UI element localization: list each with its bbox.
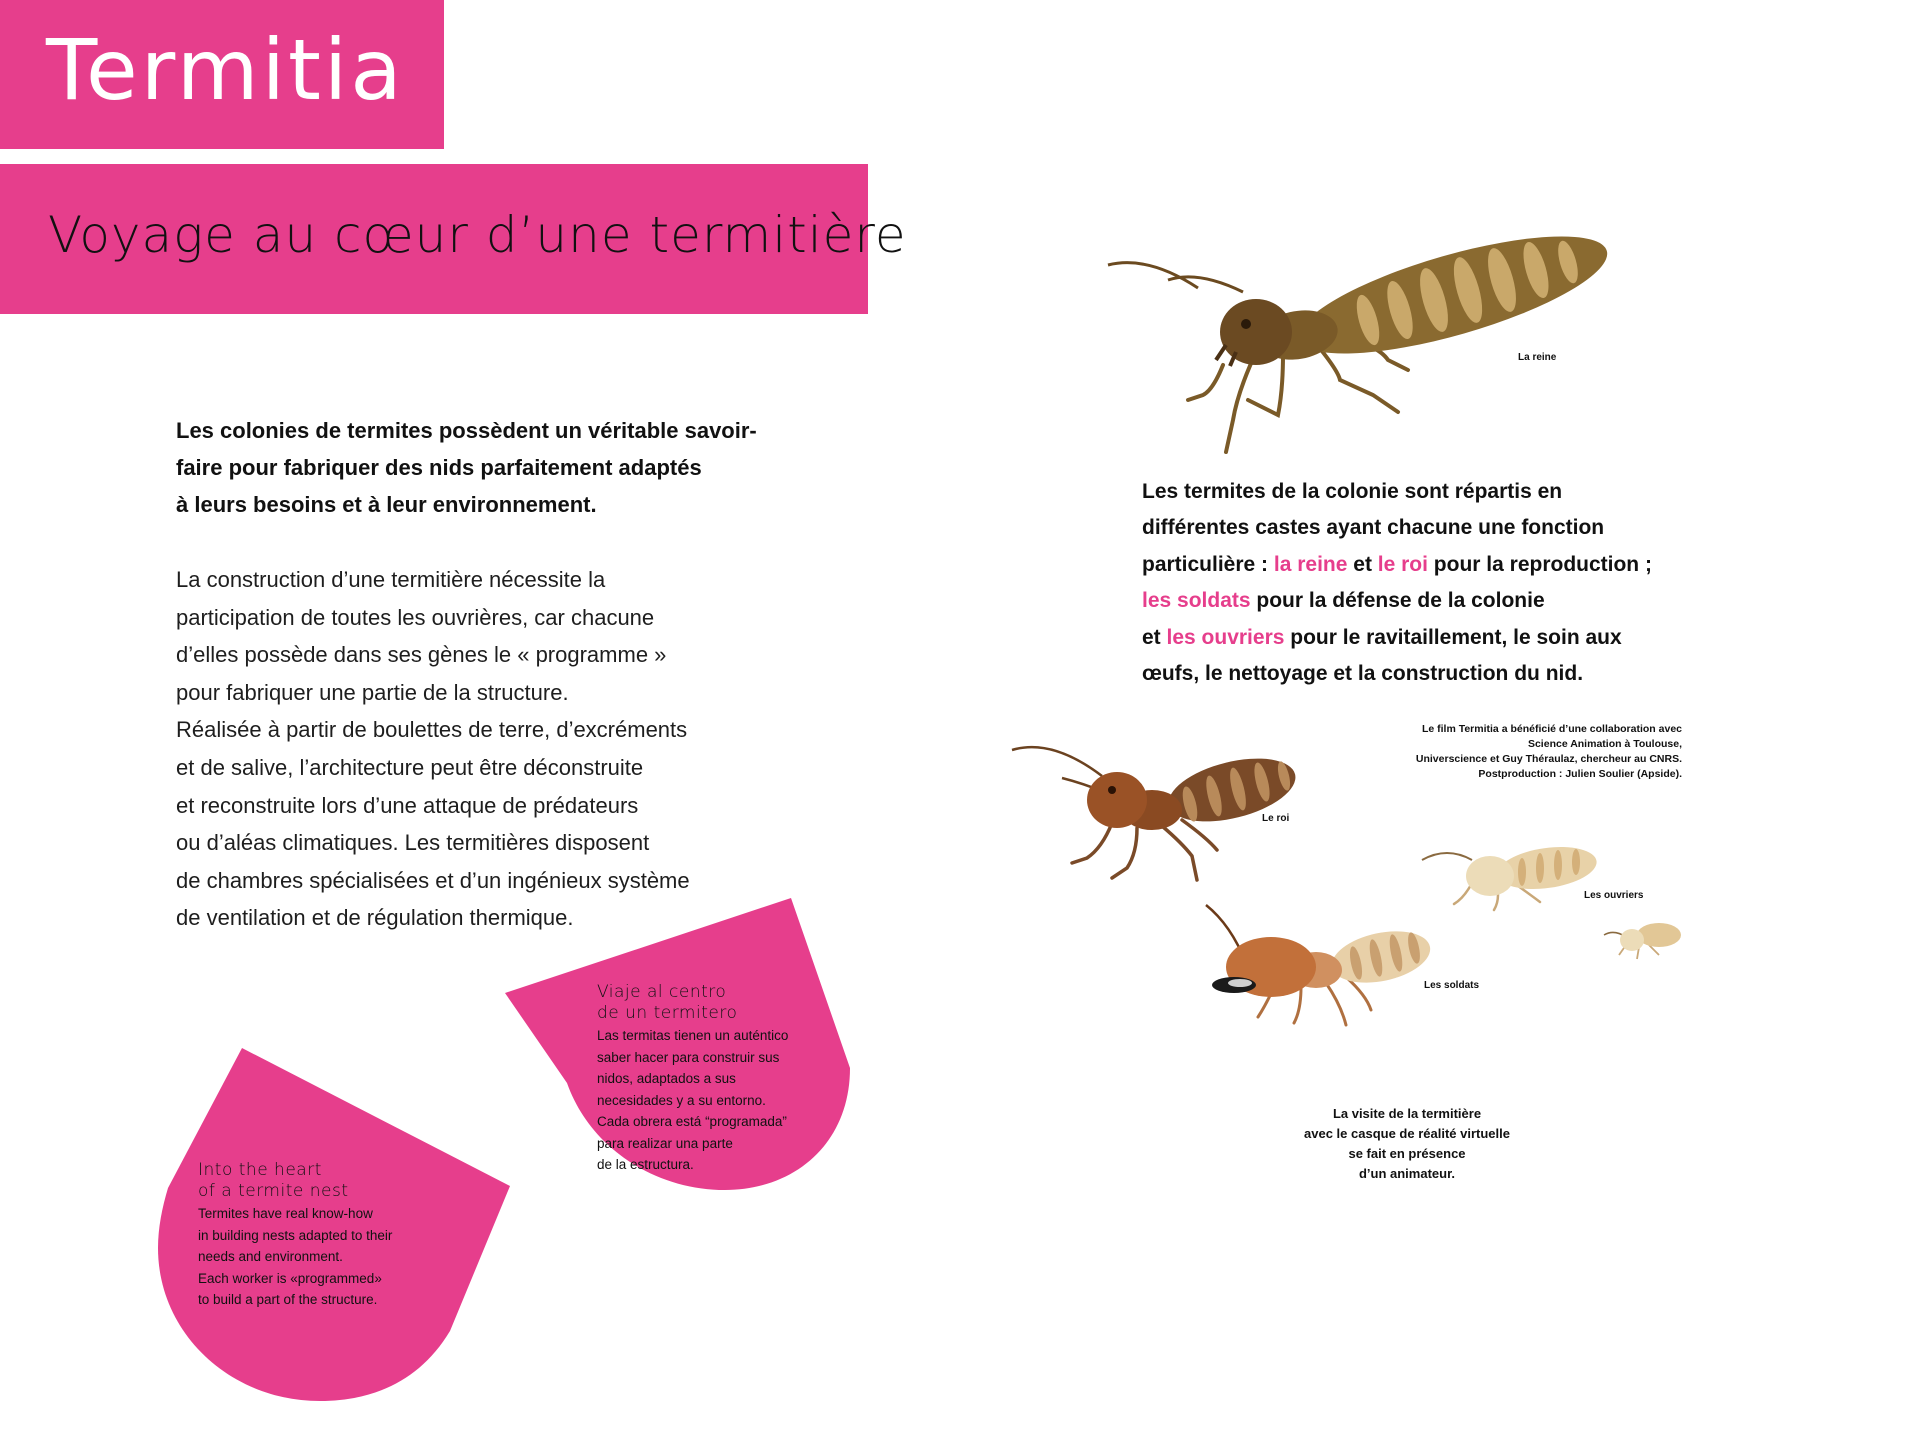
- page-title: Termitia: [46, 21, 405, 119]
- spanish-body-line: saber hacer para construir sus: [597, 1049, 780, 1065]
- castes-line: pour le ravitaillement, le soin aux: [1284, 625, 1622, 649]
- english-title-line: of a termite nest: [198, 1181, 349, 1201]
- body-line: et de salive, l’architecture peut être déconstruite: [176, 754, 644, 780]
- spanish-body-line: necesidades y a su entorno.: [597, 1092, 766, 1108]
- spanish-bubble-body: [597, 1025, 788, 1176]
- intro-paragraph: [176, 412, 796, 523]
- body-paragraph: [176, 561, 776, 937]
- spanish-body-line: Las termitas tienen un auténtico: [597, 1028, 789, 1043]
- vr-line: avec le casque de réalité virtuelle: [1304, 1126, 1510, 1141]
- worker-termite-small: [1604, 915, 1684, 960]
- soldiers-highlight: les soldats: [1142, 589, 1251, 613]
- spanish-body-line: para realizar una parte: [597, 1135, 733, 1151]
- king-caption: Le roi: [1262, 813, 1290, 824]
- body-line: de ventilation et de régulation thermique.: [176, 905, 574, 931]
- film-credit: [1416, 722, 1682, 782]
- english-body-line: needs and environment.: [198, 1249, 343, 1264]
- spanish-title-line: de un termitero: [597, 1003, 738, 1023]
- subtitle-banner: [0, 164, 907, 314]
- body-line: pour fabriquer une partie de la structure.: [176, 679, 569, 705]
- intro-line: Les colonies de termites possèdent un véritable savoir-: [176, 418, 757, 443]
- soldiers-caption: Les soldats: [1424, 980, 1480, 991]
- credit-line: Universcience et Guy Théraulaz, chercheur au CNRS.: [1415, 753, 1682, 765]
- english-body-line: to build a part of the structure.: [198, 1292, 378, 1307]
- body-line: participation de toutes les ouvrières, car chacune: [176, 604, 655, 630]
- castes-paragraph: [1142, 474, 1702, 692]
- page-subtitle: Voyage au cœur d’une termitière: [48, 206, 907, 264]
- credit-line: Le film Termitia a bénéficié d’une collaboration avec: [1421, 723, 1682, 735]
- queen-termite: [1108, 220, 1608, 460]
- spanish-title-line: Viaje al centro: [597, 982, 727, 1002]
- spanish-bubble-title: [597, 982, 737, 1024]
- workers-highlight: les ouvriers: [1166, 625, 1285, 649]
- body-line: ou d’aléas climatiques. Les termitières disposent: [176, 830, 650, 856]
- queen-highlight: la reine: [1273, 552, 1348, 576]
- intro-line: faire pour fabriquer des nids parfaitement adaptés: [176, 455, 702, 480]
- body-line: Réalisée à partir de boulettes de terre, d’excréments: [176, 717, 688, 743]
- castes-line: pour la reproduction ;: [1427, 552, 1652, 576]
- castes-line: œufs, le nettoyage et la construction du nid.: [1142, 662, 1584, 686]
- castes-line: et: [1142, 625, 1167, 649]
- workers-caption: Les ouvriers: [1584, 890, 1644, 901]
- castes-line: Les termites de la colonie sont répartis en: [1142, 480, 1563, 503]
- english-bubble-body: [198, 1203, 392, 1311]
- worker-termite-large: [1422, 838, 1602, 918]
- credit-line: Science Animation à Toulouse,: [1527, 738, 1682, 750]
- english-body-line: in building nests adapted to their: [198, 1227, 393, 1243]
- body-line: de chambres spécialisées et d’un ingénieux système: [176, 867, 690, 893]
- english-body-line: Each worker is «programmed»: [198, 1270, 382, 1286]
- queen-caption: La reine: [1518, 352, 1557, 363]
- castes-line: particulière :: [1142, 552, 1274, 576]
- castes-line: pour la défense de la colonie: [1250, 589, 1545, 613]
- body-line: d’elles possède dans ses gènes le « programme »: [176, 642, 667, 668]
- body-line: La construction d’une termitière nécessite la: [176, 567, 606, 592]
- credit-line: Postproduction : Julien Soulier (Apside).: [1478, 768, 1682, 780]
- spanish-body-line: Cada obrera está “programada”: [597, 1114, 787, 1129]
- vr-visit-note: [1272, 1104, 1542, 1184]
- english-body-line: Termites have real know-how: [198, 1206, 373, 1221]
- english-title-line: Into the heart: [198, 1160, 322, 1180]
- castes-line: différentes castes ayant chacune une fonction: [1142, 516, 1605, 540]
- spanish-body-line: nidos, adaptados a sus: [597, 1071, 736, 1086]
- body-line: et reconstruite lors d’une attaque de prédateurs: [176, 792, 639, 818]
- soldier-termite: [1206, 905, 1436, 1045]
- english-bubble-title: [198, 1160, 349, 1202]
- vr-line: se fait en présence: [1348, 1146, 1466, 1161]
- vr-line: La visite de la termitière: [1332, 1106, 1482, 1121]
- spanish-body-line: de la estructura.: [597, 1157, 694, 1172]
- spanish-bubble: [505, 898, 850, 1190]
- king-highlight: le roi: [1377, 552, 1428, 576]
- vr-line: d’un animateur.: [1358, 1166, 1456, 1181]
- english-bubble: [158, 1048, 510, 1401]
- title-banner: [0, 0, 444, 149]
- castes-line: et: [1347, 552, 1378, 576]
- intro-line: à leurs besoins et à leur environnement.: [176, 492, 597, 517]
